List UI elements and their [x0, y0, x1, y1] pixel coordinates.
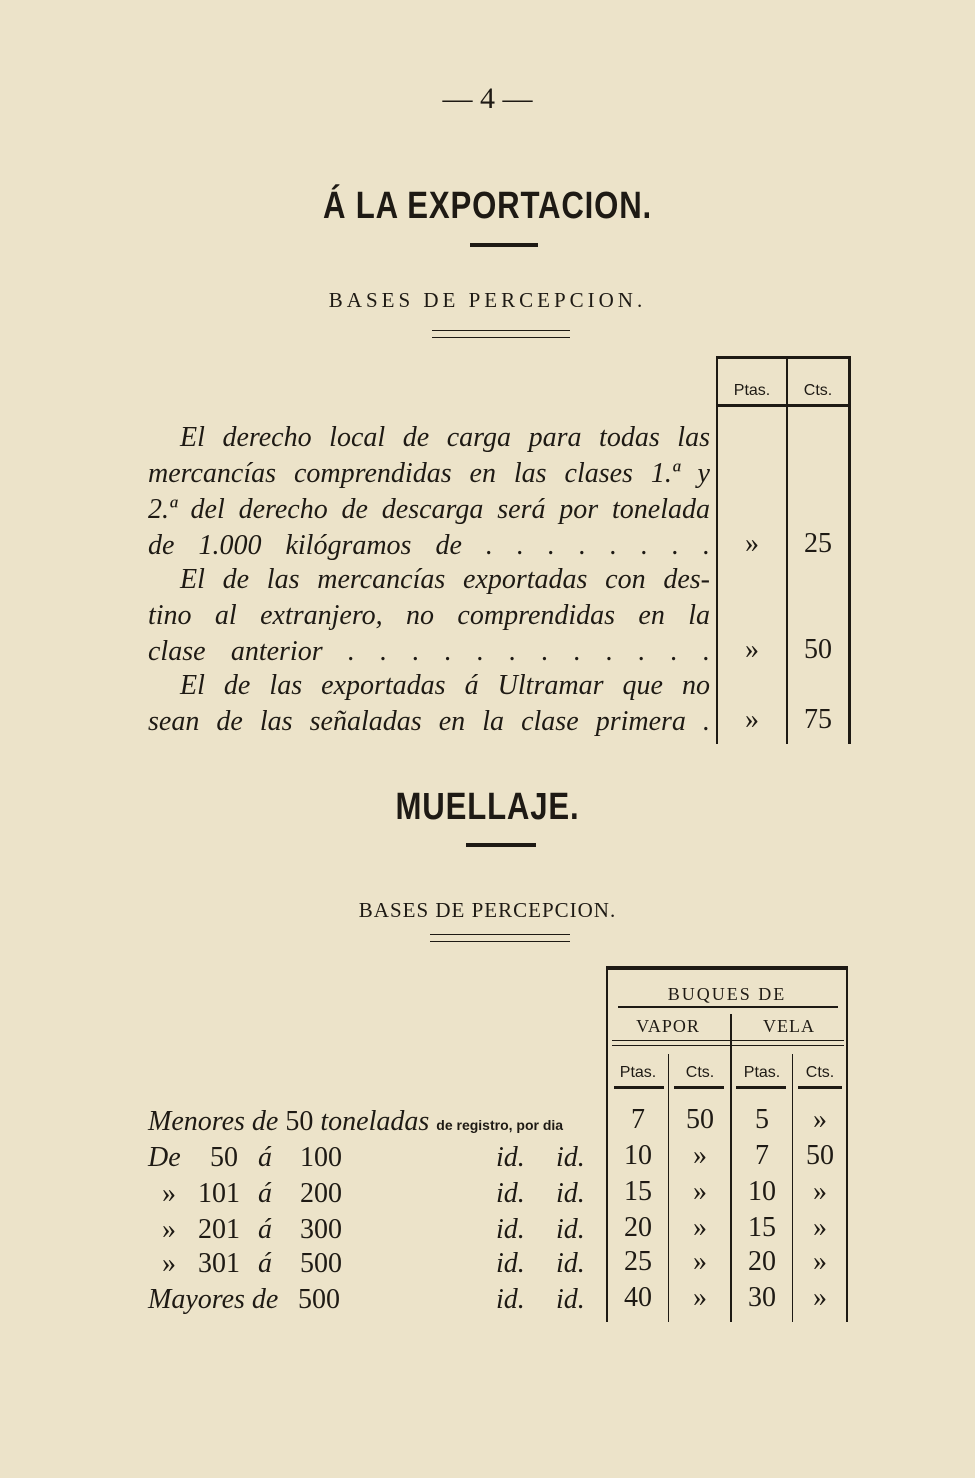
row-label-d: 500	[300, 1248, 342, 1279]
row-label-b: 50	[285, 1106, 314, 1137]
row-label-c: á	[258, 1214, 272, 1245]
col-cts-header: Cts.	[803, 382, 833, 399]
export-subtitle: BASES DE PERCEPCION.	[328, 288, 647, 312]
export-title: Á LA EXPORTACION.	[322, 185, 652, 227]
row-label-d: de registro, por dia	[436, 1117, 564, 1133]
col-ptas-header: Ptas.	[733, 382, 771, 399]
buques-right-border	[846, 966, 848, 1322]
vapor-cts-value: »	[693, 1246, 707, 1277]
vapor-ptas-cts-divider	[668, 1054, 669, 1322]
vela-ptas-value: 15	[748, 1212, 776, 1243]
row-id: id.	[556, 1142, 585, 1173]
export-line: 2.ª del derecho de descarga será por tonelada	[148, 494, 710, 525]
row-label-b: 201	[198, 1214, 240, 1245]
vela-cts-value: »	[813, 1176, 827, 1207]
title-rule	[470, 243, 538, 247]
muellaje-row-label	[148, 1104, 563, 1143]
vela-cts-value: »	[813, 1104, 827, 1135]
row-id: id.	[496, 1248, 525, 1279]
subtitle-rule	[432, 330, 570, 338]
vela-ptas-value: 30	[748, 1282, 776, 1313]
vapor-ptas-value: 20	[624, 1212, 652, 1243]
vela-cts-value: »	[813, 1282, 827, 1313]
vela-cts-value: »	[813, 1212, 827, 1243]
muellaje-subtitle-rule	[430, 934, 570, 942]
row-label-a: »	[162, 1248, 176, 1279]
vapor-ptas-value: 10	[624, 1140, 652, 1171]
row-id: id.	[556, 1284, 585, 1315]
row-id: id.	[556, 1248, 585, 1279]
value-cts: 50	[804, 634, 832, 665]
vela-cts-value: »	[813, 1246, 827, 1277]
row-id: id.	[556, 1178, 585, 1209]
value-cts: 75	[804, 704, 832, 735]
underline	[674, 1086, 724, 1089]
table-top-border	[716, 356, 851, 359]
row-label-d: 300	[300, 1214, 342, 1245]
vapor-header: VAPOR	[636, 1016, 700, 1036]
row-id: id.	[496, 1284, 525, 1315]
row-label-a: Menores de	[148, 1106, 279, 1137]
vela-header: VELA	[763, 1016, 815, 1036]
export-line: sean de las señaladas en la clase primera .	[148, 706, 710, 737]
row-label-b: 301	[198, 1248, 240, 1279]
value-ptas: »	[745, 704, 759, 735]
export-line: El de las mercancías exportadas con des-	[180, 564, 710, 595]
export-line: El de las exportadas á Ultramar que no	[180, 670, 710, 701]
vela-ptas-value: 5	[755, 1104, 769, 1135]
row-label-d: 100	[300, 1142, 342, 1173]
value-cts: 25	[804, 528, 832, 559]
header-underline	[716, 404, 851, 407]
vapor-ptas-value: 7	[631, 1104, 645, 1135]
export-line: de 1.000 kilógramos de . . . . . . . .	[148, 530, 710, 561]
vapor-cts-value: »	[693, 1212, 707, 1243]
export-line: mercancías comprendidas en las clases 1.ª y	[148, 458, 710, 489]
vela-ptas-value: 10	[748, 1176, 776, 1207]
row-label-a: Mayores de	[148, 1284, 279, 1315]
vapor-cts-value: »	[693, 1140, 707, 1171]
row-label-b: 500	[298, 1284, 340, 1315]
row-label-c: á	[258, 1248, 272, 1279]
vela-ptas-header: Ptas.	[743, 1064, 781, 1081]
underline	[736, 1086, 786, 1089]
vapor-cts-value: »	[693, 1282, 707, 1313]
muellaje-title-rule	[466, 843, 536, 847]
row-label-c: toneladas	[320, 1106, 430, 1137]
row-id: id.	[496, 1214, 525, 1245]
vela-ptas-cts-divider	[792, 1054, 793, 1322]
vela-ptas-value: 20	[748, 1246, 776, 1277]
muellaje-title: MUELLAJE.	[395, 786, 580, 828]
buques-underline	[618, 1006, 838, 1008]
vapor-vela-rule	[612, 1040, 844, 1046]
export-line: El derecho local de carga para todas las	[180, 422, 710, 453]
vela-ptas-value: 7	[755, 1140, 769, 1171]
row-id: id.	[496, 1178, 525, 1209]
row-id: id.	[556, 1214, 585, 1245]
vapor-ptas-value: 25	[624, 1246, 652, 1277]
underline	[798, 1086, 842, 1089]
vapor-cts-value: 50	[686, 1104, 714, 1135]
page-number: — 4 —	[442, 82, 533, 115]
row-label-c: á	[258, 1178, 272, 1209]
row-label-a: »	[162, 1178, 176, 1209]
buques-top-border	[606, 966, 848, 970]
export-line: tino al extranjero, no comprendidas en la	[148, 600, 710, 631]
row-label-c: á	[258, 1142, 272, 1173]
muellaje-subtitle: BASES DE PERCEPCION.	[358, 898, 617, 922]
value-ptas: »	[745, 528, 759, 559]
vapor-ptas-header: Ptas.	[619, 1064, 657, 1081]
value-ptas: »	[745, 634, 759, 665]
export-line: clase anterior . . . . . . . . . . . .	[148, 636, 710, 667]
vela-cts-value: 50	[806, 1140, 834, 1171]
vela-cts-header: Cts.	[805, 1064, 835, 1081]
row-label-b: 101	[198, 1178, 240, 1209]
vapor-cts-value: »	[693, 1176, 707, 1207]
cts-column-right-border	[848, 358, 851, 744]
vapor-ptas-value: 15	[624, 1176, 652, 1207]
row-label-b: 50	[210, 1142, 238, 1173]
vapor-cts-header: Cts.	[685, 1064, 715, 1081]
row-label-d: 200	[300, 1178, 342, 1209]
row-label-a: De	[148, 1142, 181, 1173]
row-label-a: »	[162, 1214, 176, 1245]
buques-header: BUQUES DE	[667, 984, 787, 1004]
vapor-ptas-value: 40	[624, 1282, 652, 1313]
underline	[614, 1086, 664, 1089]
row-id: id.	[496, 1142, 525, 1173]
